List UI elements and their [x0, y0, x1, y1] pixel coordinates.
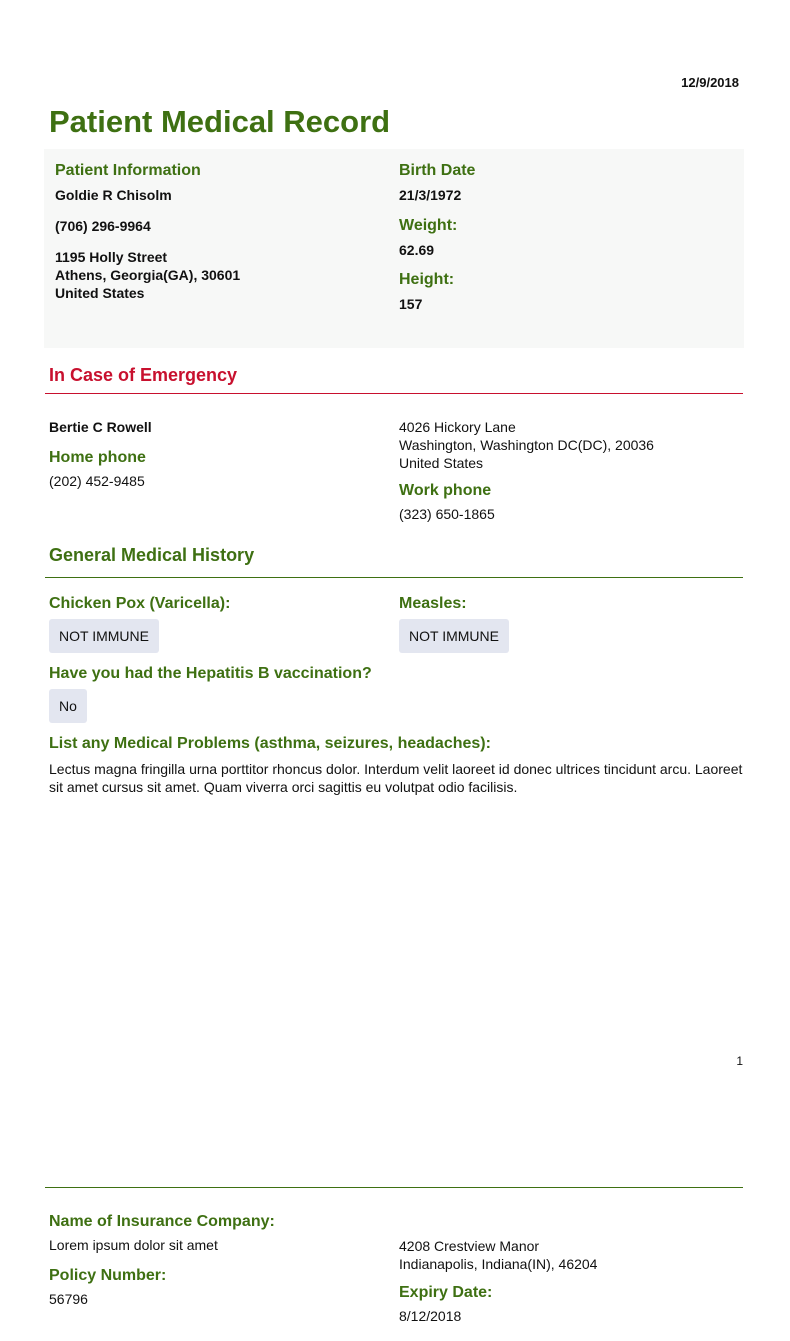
birth-date: 21/3/1972: [399, 187, 462, 203]
emergency-address-line: 4026 Hickory Lane: [399, 419, 516, 435]
birth-date-label: Birth Date: [399, 162, 476, 179]
hepatitis-b-status: No: [49, 689, 87, 723]
insurance-address: [399, 1237, 597, 1273]
emergency-heading: In Case of Emergency: [49, 365, 238, 385]
insurance-address-line: Indianapolis, Indiana(IN), 46204: [399, 1256, 598, 1272]
home-phone: (202) 452-9485: [49, 473, 145, 489]
chicken-pox-status: NOT IMMUNE: [49, 619, 159, 653]
history-divider: [45, 577, 743, 578]
insurance-company-label: Name of Insurance Company:: [49, 1213, 275, 1230]
expiry-date-label: Expiry Date:: [399, 1284, 493, 1301]
patient-phone: (706) 296-9964: [55, 218, 151, 234]
emergency-address: [399, 418, 654, 472]
history-heading: General Medical History: [49, 545, 255, 565]
medical-problems-label: List any Medical Problems (asthma, seizures, headaches):: [49, 735, 491, 752]
home-phone-label: Home phone: [49, 449, 146, 466]
chicken-pox-label: Chicken Pox (Varicella):: [49, 595, 231, 612]
page-number: 1: [736, 1054, 743, 1068]
insurance-company: Lorem ipsum dolor sit amet: [49, 1237, 218, 1253]
policy-number-label: Policy Number:: [49, 1267, 167, 1284]
emergency-address-line: Washington, Washington DC(DC), 20036: [399, 437, 654, 453]
height-label: Height:: [399, 271, 455, 288]
patient-address: [55, 248, 240, 302]
page-title: Patient Medical Record: [49, 104, 391, 139]
measles-status: NOT IMMUNE: [399, 619, 509, 653]
height-value: 157: [399, 296, 423, 312]
policy-number: 56796: [49, 1291, 88, 1307]
weight-label: Weight:: [399, 217, 458, 234]
work-phone: (323) 650-1865: [399, 506, 495, 522]
patient-address-line: United States: [55, 285, 145, 301]
work-phone-label: Work phone: [399, 482, 492, 499]
weight-value: 62.69: [399, 242, 435, 258]
emergency-contact-name: Bertie C Rowell: [49, 419, 152, 435]
expiry-date: 8/12/2018: [399, 1308, 462, 1324]
insurance-address-line: 4208 Crestview Manor: [399, 1238, 540, 1254]
insurance-divider: [45, 1187, 743, 1188]
measles-label: Measles:: [399, 595, 467, 612]
patient-address-line: 1195 Holly Street: [55, 249, 168, 265]
medical-problems-text: Lectus magna fringilla urna porttitor rhoncus dolor. Interdum velit laoreet id donec ultrices tincidunt arcu. Laoreet sit amet cursus sit amet. Quam viverra orci sagittis eu volutpat odio facilisis.: [49, 761, 743, 795]
patient-address-line: Athens, Georgia(GA), 30601: [55, 267, 241, 283]
hepatitis-b-label: Have you had the Hepatitis B vaccination?: [49, 665, 372, 682]
emergency-divider: [45, 393, 743, 394]
patient-name: Goldie R Chisolm: [55, 187, 172, 203]
patient-info-label: Patient Information: [55, 162, 201, 179]
emergency-address-line: United States: [399, 455, 484, 471]
record-date: 12/9/2018: [681, 75, 739, 90]
